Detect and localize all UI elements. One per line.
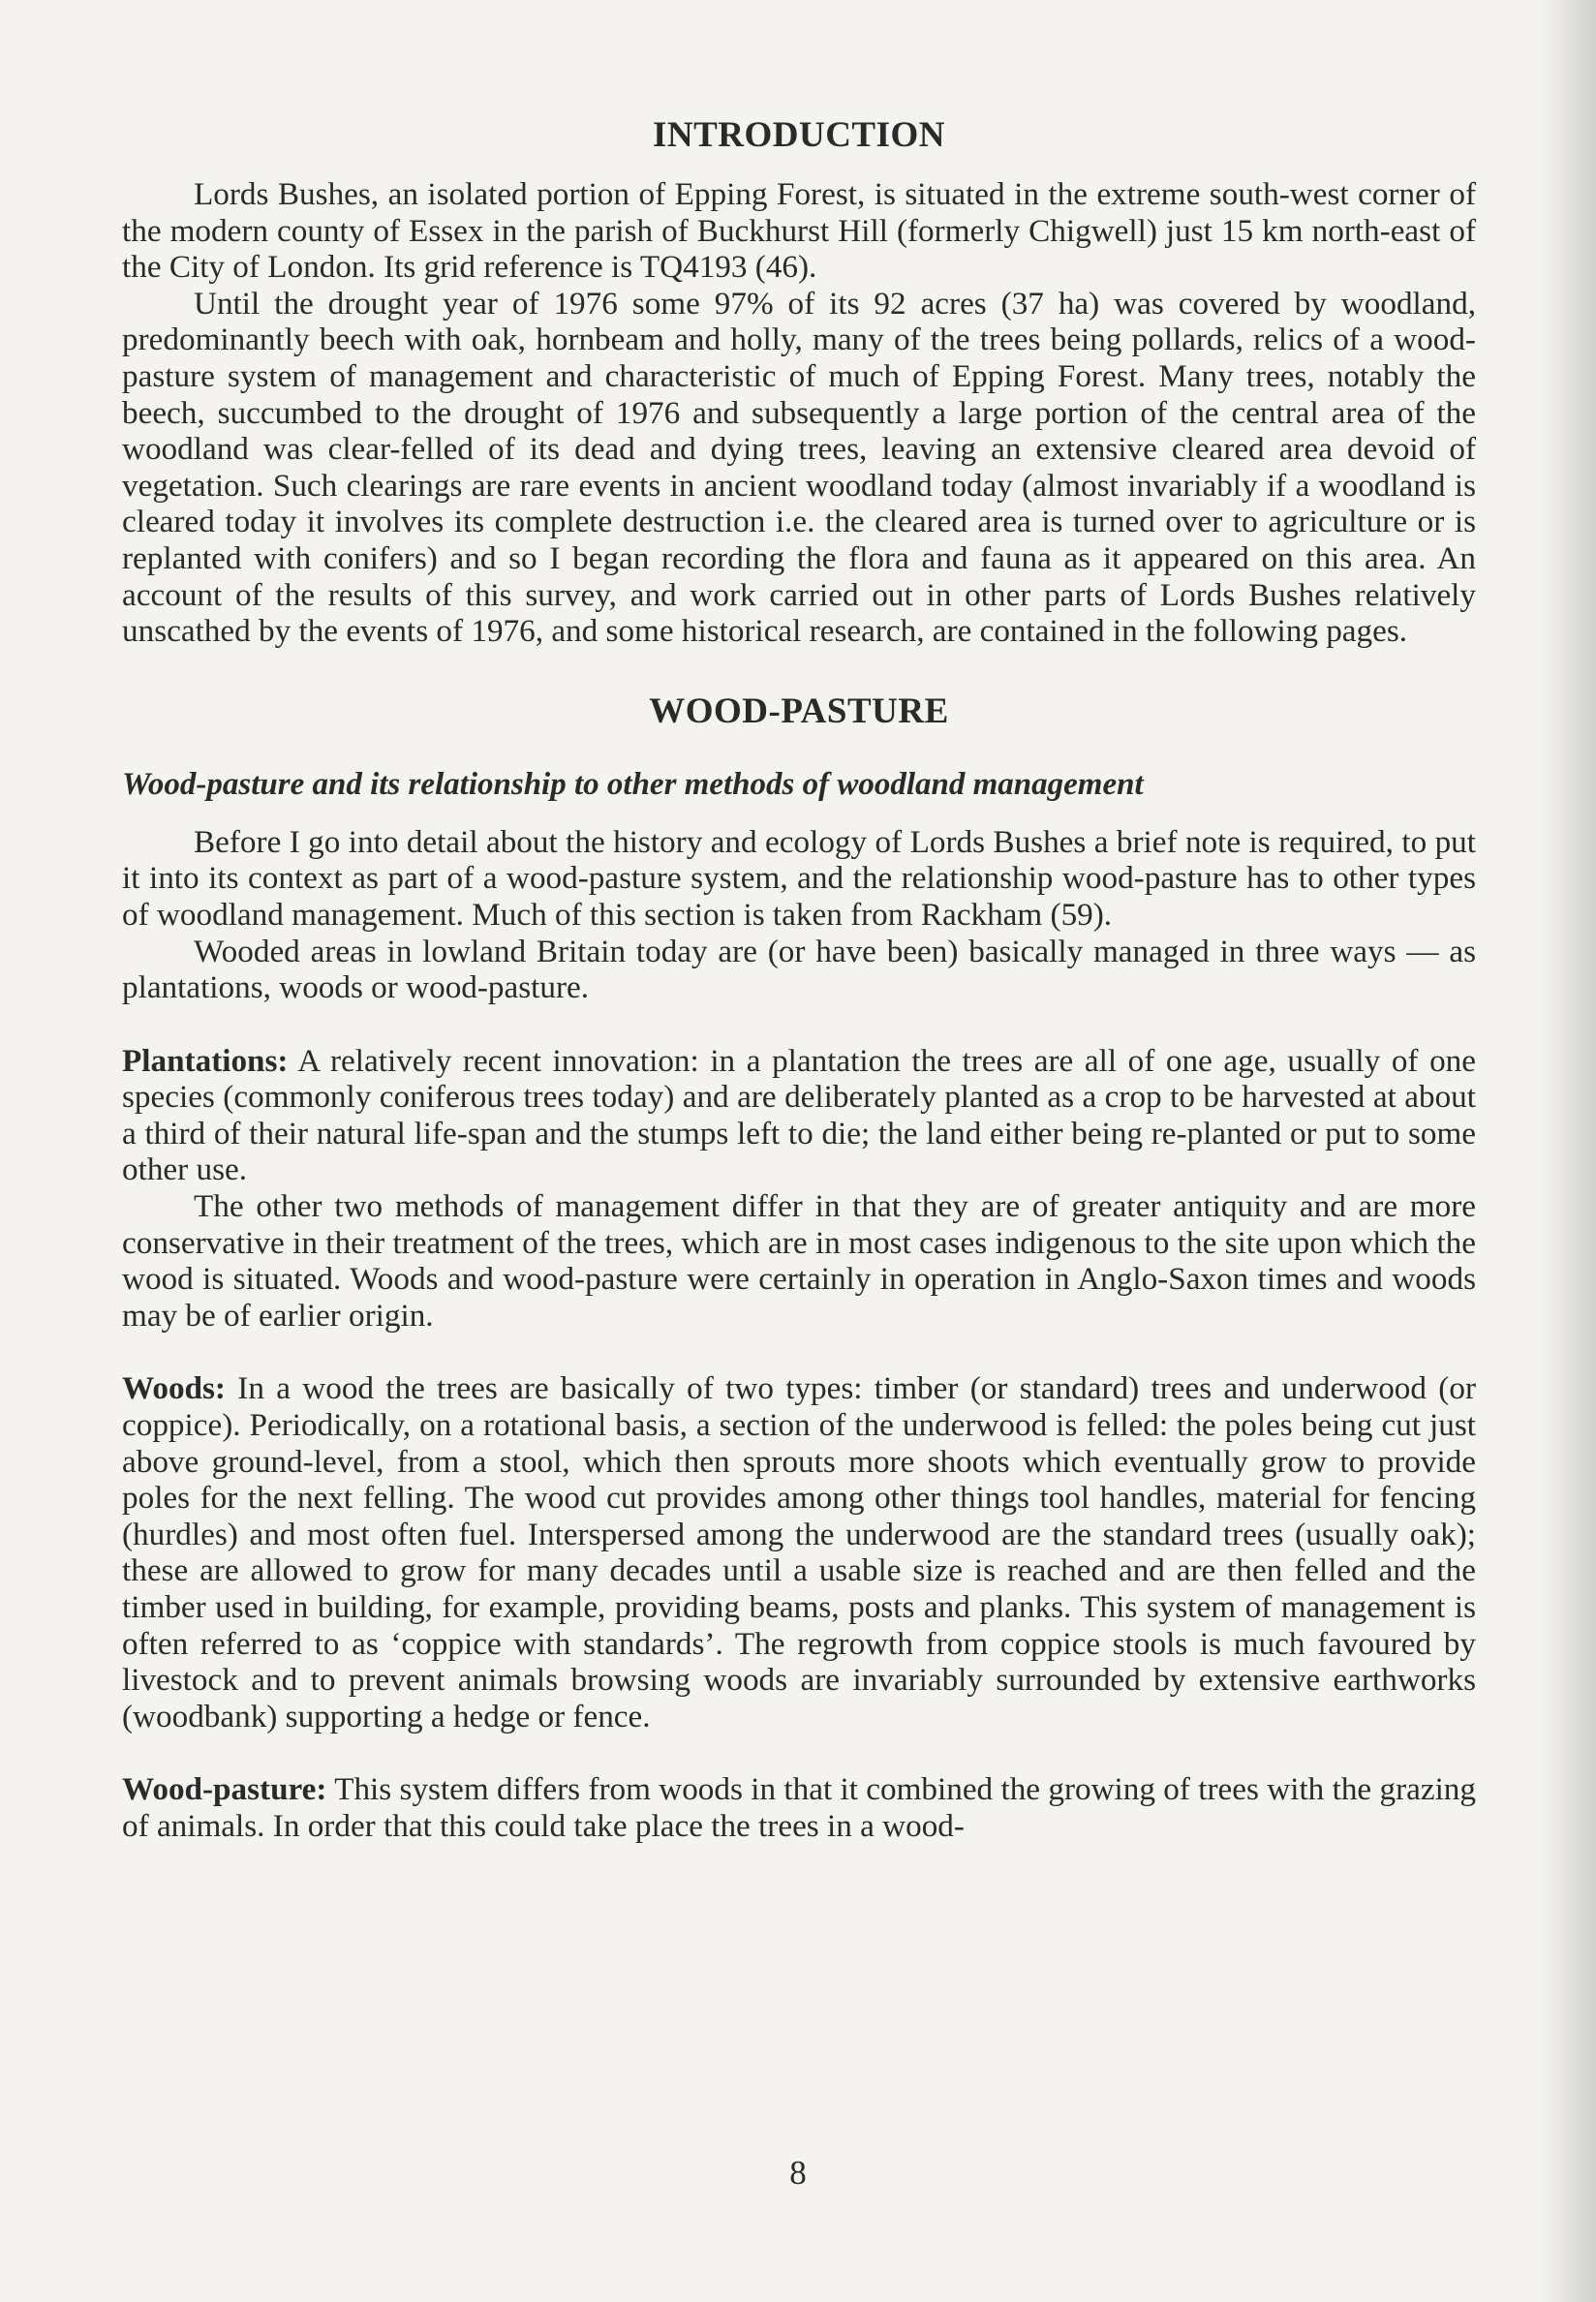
- wood-pasture-definition-paragraph: [122, 1771, 1476, 1844]
- page-number: 8: [789, 2154, 807, 2192]
- wood-pasture-subheading: Wood-pasture and its relationship to other methods of woodland management: [122, 766, 1144, 802]
- page-edge-shadow: [1538, 0, 1596, 2302]
- plantations-text: A relatively recent innovation: in a plantation the trees are all of one age, usually of one species (commonly coniferous trees today) and are deliberately planted as a crop to be harvested at about a third of their natural life-span and the stumps left to die; the land either being re-planted or put to some other use.: [122, 1042, 1476, 1188]
- plantations-term: Plantations:: [122, 1042, 289, 1079]
- management-comparison-paragraph: The other two methods of management differ in that they are of greater antiquity and are more conservative in their treatment of the trees, which are in most cases indigenous to the site upon which the wood is situated. Woods and wood-pasture were certainly in operation in Anglo-Saxon times and woods may be of earlier origin.: [122, 1188, 1476, 1334]
- introduction-heading: INTRODUCTION: [652, 115, 946, 155]
- wood-pasture-definition-text: This system differs from woods in that it combined the growing of trees with the grazing of animals. In order that this could take place the trees in a wood-: [122, 1771, 1476, 1844]
- wood-pasture-intro-paragraph-1: Before I go into detail about the history and ecology of Lords Bushes a brief note is required, to put it into its context as part of a wood-pasture system, and the relationship wood-pasture has to other types of woodland management. Much of this section is taken from Rackham (59).: [122, 823, 1476, 933]
- wood-pasture-term: Wood-pasture:: [122, 1771, 327, 1808]
- wood-pasture-intro-paragraph-2: Wooded areas in lowland Britain today are (or have been) basically managed in three ways — as plantations, woods or wood-pasture.: [122, 933, 1476, 1006]
- introduction-paragraph-1: Lords Bushes, an isolated portion of Epping Forest, is situated in the extreme south-west corner of the modern county of Essex in the parish of Buckhurst Hill (formerly Chigwell) just 15 km north-east of the City of London. Its grid reference is TQ4193 (46).: [122, 176, 1476, 286]
- woods-text: In a wood the trees are basically of two types: timber (or standard) trees and underwood (or coppice). Periodically, on a rotational basis, a section of the underwood is felled: the poles being cut just above ground-level, from a stool, which then sprouts more shoots which eventually grow to provide poles for the next felling. The wood cut provides among other things tool handles, material for fencing (hurdles) and most often fuel. Interspersed among the underwood are the standard trees (usually oak); these are allowed to grow for many decades until a usable size is reached and are then felled and the timber used in building, for example, providing beams, posts and planks. This system of management is often referred to as ‘coppice with standards’. The regrowth from coppice stools is much favoured by livestock and to prevent animals browsing woods are invariably surrounded by extensive earthworks (woodbank) supporting a hedge or fence.: [122, 1370, 1476, 1734]
- woods-term: Woods:: [122, 1370, 226, 1407]
- wood-pasture-heading: WOOD-PASTURE: [649, 691, 949, 731]
- introduction-paragraph-2: Until the drought year of 1976 some 97% of its 92 acres (37 ha) was covered by woodland, predominantly beech with oak, hornbeam and holly, many of the trees being pollards, relics of a wood-pasture system of management and characteristic of much of Epping Forest. Many trees, notably the beech, succumbed to the drought of 1976 and subsequently a large portion of the central area of the woodland was clear-felled of its dead and dying trees, leaving an extensive cleared area devoid of vegetation. Such clearings are rare events in ancient woodland today (almost invariably if a woodland is cleared today it involves its complete destruction i.e. the cleared area is turned over to agriculture or is replanted with conifers) and so I began recording the flora and fauna as it appeared on this area. An account of the results of this survey, and work carried out in other parts of Lords Bushes relatively unscathed by the events of 1976, and some historical research, are contained in the following pages.: [122, 285, 1476, 650]
- page-body: [122, 114, 1476, 1845]
- woods-paragraph: [122, 1370, 1476, 1734]
- plantations-paragraph: [122, 1043, 1476, 1188]
